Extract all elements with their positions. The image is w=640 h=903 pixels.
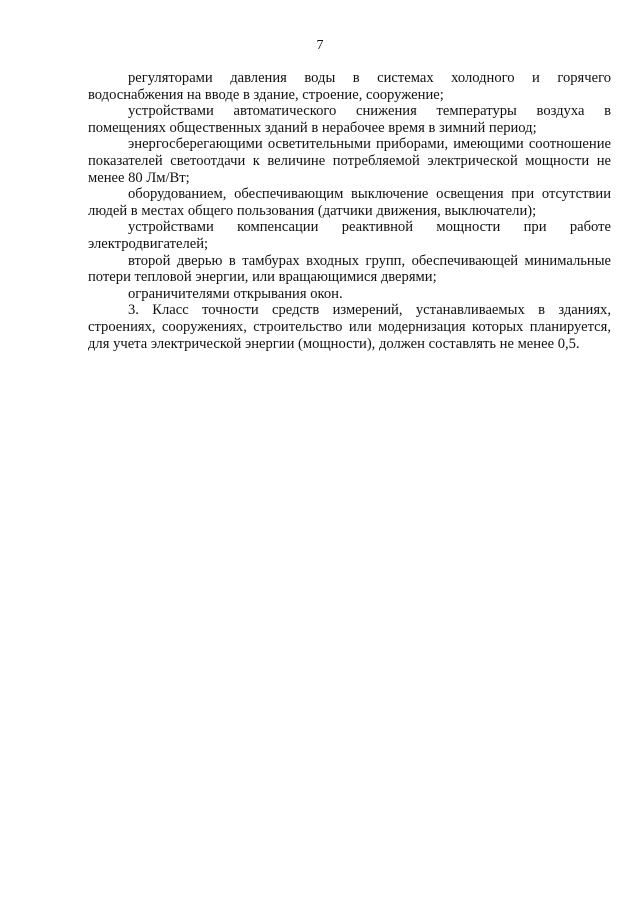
document-body — [88, 70, 611, 352]
paragraph-water-pressure-regulators: регуляторами давления воды в системах холодного и горячего водоснабжения на вводе в здание, строение, сооружение; — [88, 70, 611, 103]
paragraph-auto-temperature-reduction: устройствами автоматического снижения температуры воздуха в помещениях общественных зданий в нерабочее время в зимний период; — [88, 103, 611, 136]
paragraph-lighting-motion-sensors: оборудованием, обеспечивающим выключение освещения при отсутствии людей в местах общего пользования (датчики движения, выключатели); — [88, 186, 611, 219]
paragraph-measurement-accuracy-class: 3. Класс точности средств измерений, устанавливаемых в зданиях, строениях, сооружениях, строительство или модернизация которых планируется, для учета электрической энергии (мощности), должен составлять не менее 0,5. — [88, 302, 611, 352]
paragraph-reactive-power-compensation: устройствами компенсации реактивной мощности при работе электродвигателей; — [88, 219, 611, 252]
paragraph-energy-saving-lighting: энергосберегающими осветительными приборами, имеющими соотношение показателей светоотдачи к величине потребляемой электрической мощности не менее 80 Лм/Вт; — [88, 136, 611, 186]
paragraph-window-opening-limiters: ограничителями открывания окон. — [128, 285, 343, 302]
page-number: 7 — [316, 38, 324, 53]
paragraph-vestibule-second-door: второй дверью в тамбурах входных групп, обеспечивающей минимальные потери тепловой энергии, или вращающимися дверями; — [88, 252, 611, 286]
